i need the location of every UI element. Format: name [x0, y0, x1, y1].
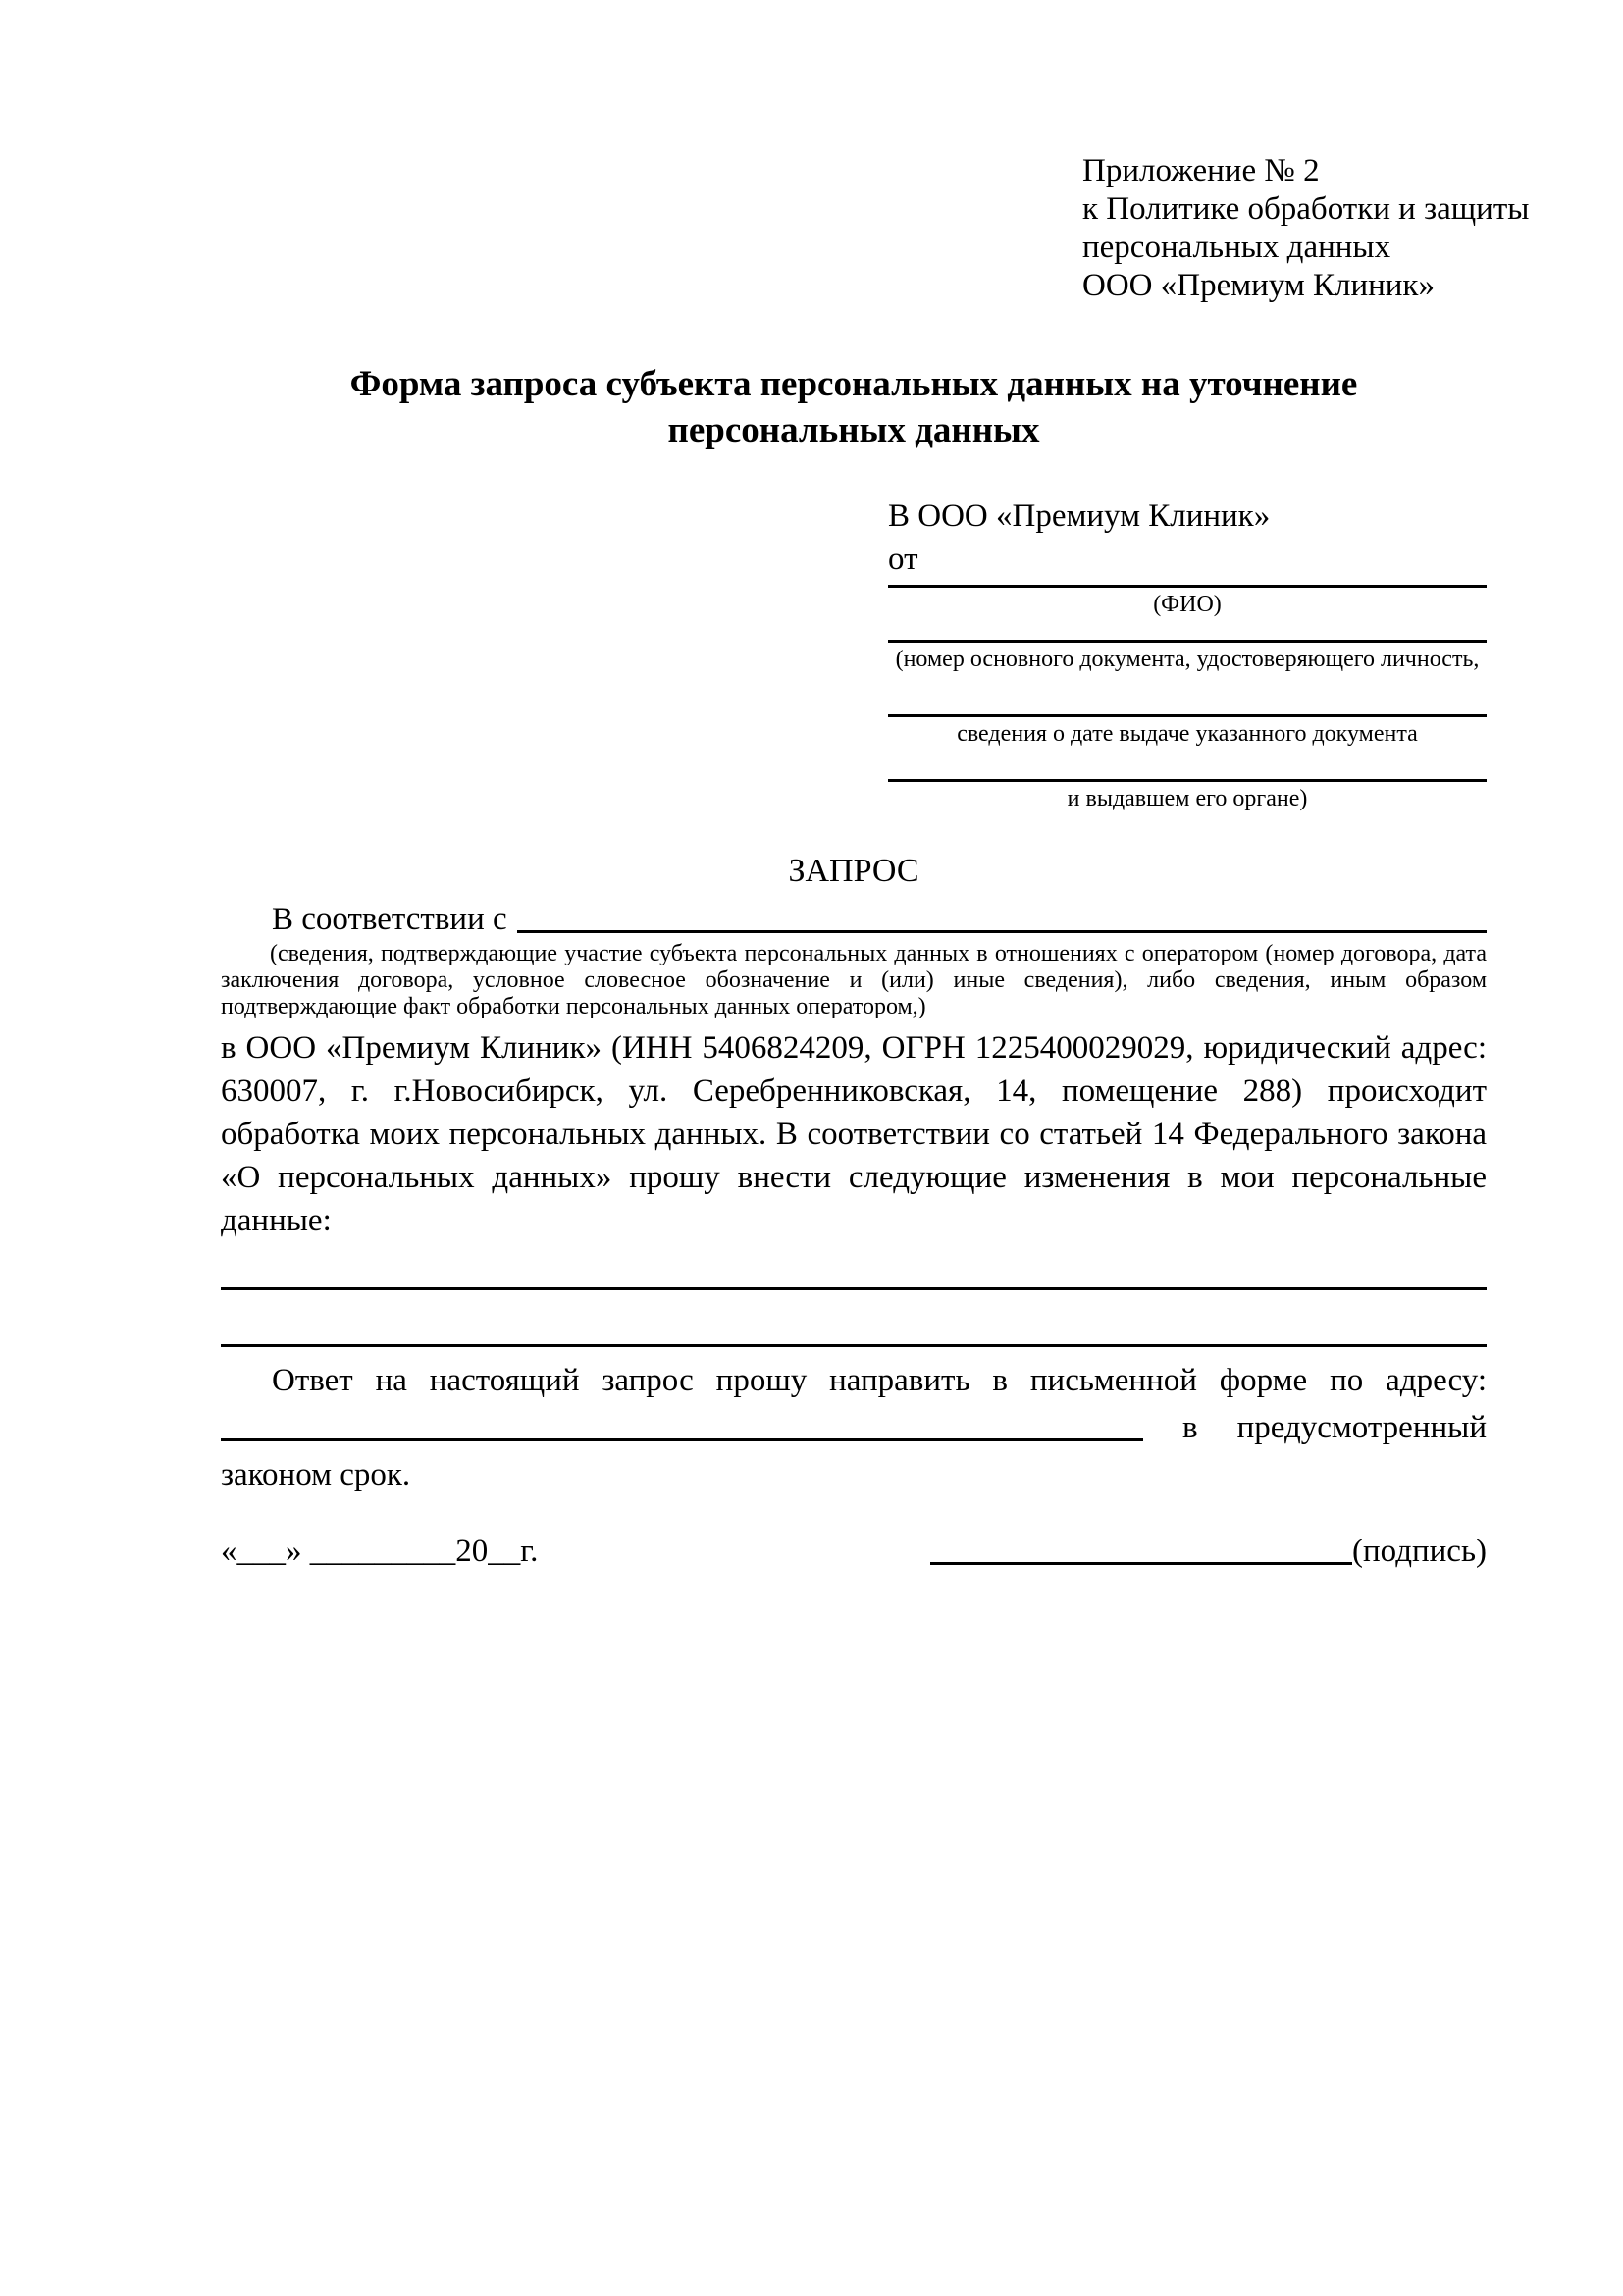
field-document-number	[888, 640, 1487, 674]
field-fio	[888, 585, 1487, 619]
reply-tail: законом срок.	[221, 1457, 411, 1492]
request-heading: ЗАПРОС	[788, 853, 919, 889]
field-issuing-authority	[888, 779, 1487, 813]
addressee-from: от	[888, 542, 918, 577]
changes-input-line-1[interactable]	[221, 1242, 1487, 1290]
reply-end-word: предусмотренный	[1236, 1410, 1487, 1445]
address-input-line[interactable]	[221, 1438, 1143, 1441]
appendix-line: к Политике обработки и защиты	[1082, 191, 1530, 227]
request-body: в ООО «Премиум Клиник» (ИНН 5406824209, ОГРН 1225400029029, юридический адрес: 630007, г. г.Новосибирск, ул. Серебренниковская, 14, помещение 288) происходит обработка моих персональных данных. В соответствии со статьей 14 Федерального закона «О персональных данных» прошу внести следующие изменения в мои персональные данные:	[221, 1030, 1487, 1238]
reply-address-sentence: Ответ на настоящий запрос прошу направить в письменной форме по адресу:	[272, 1363, 1487, 1398]
intro-row	[221, 898, 1487, 941]
addressee-block	[888, 495, 1487, 813]
addressee-to: В ООО «Премиум Клиник»	[888, 498, 1271, 534]
reply-address-row	[221, 1406, 1487, 1449]
signature-input-line[interactable]	[930, 1562, 1352, 1565]
issue-date-caption: сведения о дате выдаче указанного документа	[957, 721, 1418, 747]
date-signature-row	[221, 1530, 1487, 1573]
appendix-line: ООО «Премиум Клиник»	[1082, 268, 1435, 303]
document-title: Форма запроса субъекта персональных данных на уточнение персональных данных	[349, 364, 1358, 450]
appendix-line: Приложение № 2	[1082, 153, 1320, 188]
issuing-authority-caption: и выдавшем его органе)	[1067, 786, 1308, 811]
signature-group	[930, 1530, 1487, 1573]
appendix-header	[1082, 0, 1530, 305]
intro-prefix: В соответствии с	[272, 902, 507, 937]
changes-input-line-2[interactable]	[221, 1290, 1487, 1347]
document-number-caption: (номер основного документа, удостоверяющего личность,	[895, 647, 1480, 672]
appendix-line: персональных данных	[1082, 230, 1391, 265]
basis-input-line[interactable]	[517, 930, 1487, 933]
signature-caption: (подпись)	[1352, 1534, 1487, 1569]
explanatory-note: (сведения, подтверждающие участие субъекта персональных данных в отношениях с оператором (номер договора, дата заключения договора, условное словесное обозначение и (или) иные сведения), либо сведения, иным образом подтверждающие факт обработки персональных данных оператором,)	[221, 941, 1487, 1019]
page-content	[221, 0, 1530, 1573]
field-issue-date	[888, 714, 1487, 749]
fio-caption: (ФИО)	[1153, 592, 1222, 617]
reply-mid-word: в	[1182, 1410, 1198, 1445]
date-field[interactable]: «___» _________20__г.	[221, 1534, 539, 1569]
